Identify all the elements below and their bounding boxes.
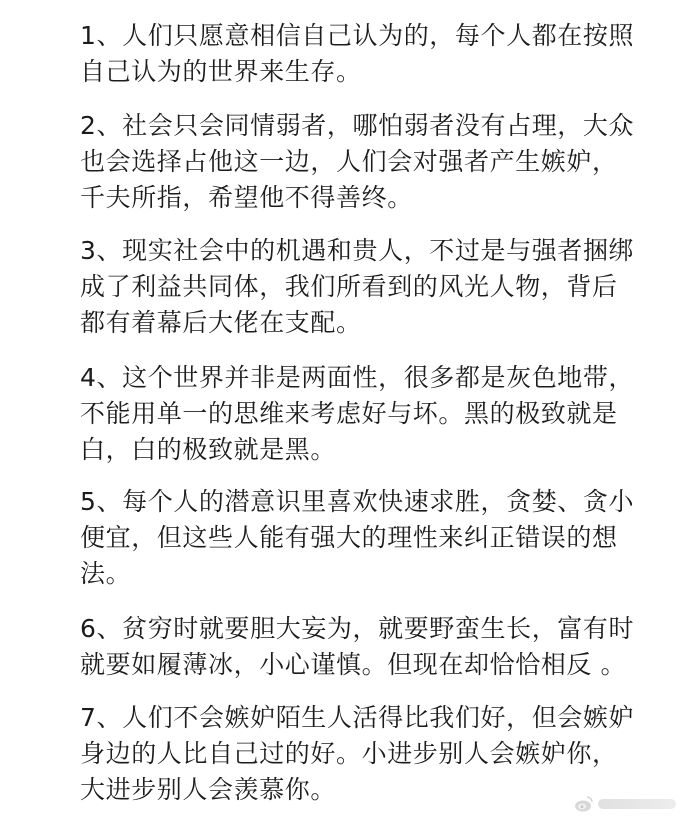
- item-line: 3、现实社会中的机遇和贵人，不过是与强者捆绑: [80, 236, 635, 265]
- item-line: 大进步别人会羡慕你。: [80, 775, 337, 804]
- item-line: 千夫所指，希望他不得善终。: [80, 183, 413, 212]
- item-line: 不能用单一的思维来考虑好与坏。黑的极致就是: [80, 399, 618, 428]
- list-item-4: [80, 360, 680, 468]
- item-line: 都有着幕后大佬在支配。: [80, 308, 362, 337]
- item-line: 就要如履薄冰，小心谨慎。但现在却恰恰相反 。: [80, 650, 627, 679]
- item-line: 2、社会只会同情弱者，哪怕弱者没有占理，大众: [80, 111, 635, 140]
- list-item-1: [80, 18, 680, 90]
- item-line: 1、人们只愿意相信自己认为的，每个人都在按照: [80, 21, 635, 50]
- item-line: 法。: [80, 559, 132, 588]
- item-line: 4、这个世界并非是两面性，很多都是灰色地带，: [80, 363, 635, 392]
- watermark-handle: [598, 799, 676, 809]
- item-line: 白，白的极致就是黑。: [80, 435, 337, 464]
- list-item-7: [80, 700, 680, 808]
- item-line: 7、人们不会嫉妒陌生人活得比我们好，但会嫉妒: [80, 703, 635, 732]
- item-line: 也会选择占他这一边，人们会对强者产生嫉妒，: [80, 147, 618, 176]
- item-line: 成了利益共同体，我们所看到的风光人物，背后: [80, 272, 618, 301]
- watermark: [574, 793, 678, 815]
- item-line: 5、每个人的潜意识里喜欢快速求胜，贪婪、贪小: [80, 487, 635, 516]
- weibo-logo-icon: [574, 795, 594, 813]
- list-item-3: [80, 233, 680, 341]
- list-item-2: [80, 108, 680, 216]
- list-item-5: [80, 484, 680, 592]
- item-line: 便宜，但这些人能有强大的理性来纠正错误的想: [80, 523, 618, 552]
- item-line: 6、贫穷时就要胆大妄为，就要野蛮生长，富有时: [80, 614, 635, 643]
- list-item-6: [80, 611, 680, 683]
- item-line: 身边的人比自己过的好。小进步别人会嫉妒你，: [80, 739, 618, 768]
- item-line: 自己认为的世界来生存。: [80, 57, 362, 86]
